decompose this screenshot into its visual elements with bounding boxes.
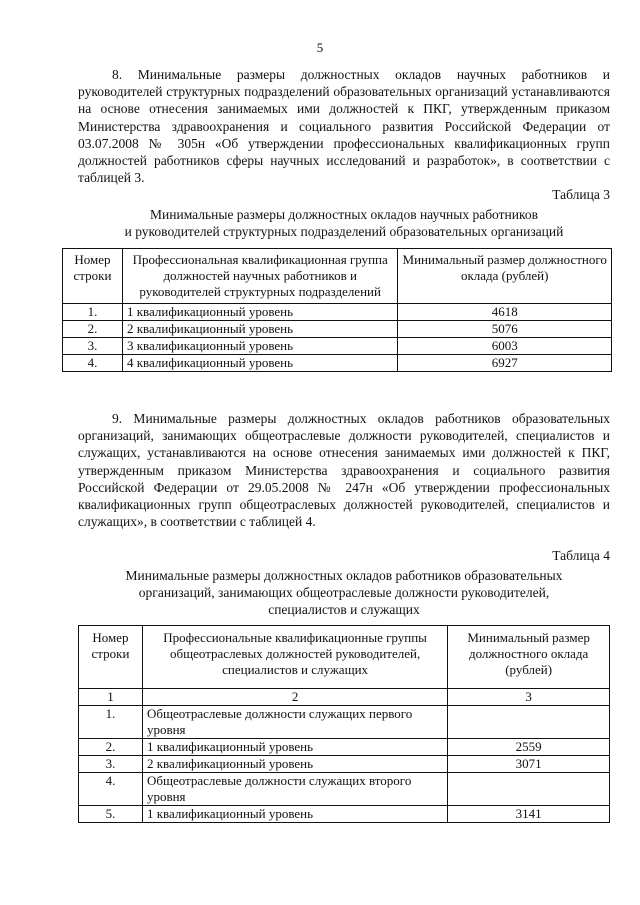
header-row-number: Номер строки [79, 626, 143, 689]
paragraph-9: 9. Минимальные размеры должностных окладов работников образовательных организаций, занимающих общеотраслевые должности руководителей, специалистов и служащих, устанавливаются на основе отнесения занимаемых ими должностей к ПКГ, утвержденным приказом Министерства здравоохранения и социального развития Российской Федерации от 29.05.2008 № 247н «Об утверждении профессиональных квалификационных групп общеотраслевых должностей руководителей, специалистов и служащих», в соответствии с таблицей 4. [78, 411, 610, 530]
header-group: Профессиональные квалификационные группы общеотраслевых должностей руководителей, специалистов и служащих [142, 626, 447, 689]
row-number: 1. [63, 304, 123, 321]
row-number: 4. [63, 355, 123, 372]
column-number-row [79, 689, 610, 706]
row-salary: 4618 [398, 304, 612, 321]
row-number: 3. [63, 338, 123, 355]
table-row [63, 338, 612, 355]
row-group: 1 квалификационный уровень [142, 739, 447, 756]
header-salary: Минимальный размер должностного оклада (рублей) [398, 249, 612, 304]
row-salary: 6003 [398, 338, 612, 355]
row-group: 2 квалификационный уровень [122, 321, 397, 338]
row-number: 2. [79, 739, 143, 756]
table-row [79, 739, 610, 756]
row-number: 1. [79, 706, 143, 739]
table-4-label: Таблица 4 [552, 548, 610, 563]
row-number: 4. [79, 773, 143, 806]
row-salary: 3071 [448, 756, 610, 773]
header-row-number: Номер строки [63, 249, 123, 304]
table-3-title-line: Минимальные размеры должностных окладов научных работников [150, 207, 538, 222]
table-4-title-line: специалистов и служащих [268, 602, 420, 618]
table-4-title-line: организаций, занимающих общеотраслевые должности руководителей, [138, 585, 550, 601]
table-header-row [63, 249, 612, 304]
row-salary: 6927 [398, 355, 612, 372]
row-group: 4 квалификационный уровень [122, 355, 397, 372]
column-number: 2 [142, 689, 447, 706]
column-number: 3 [448, 689, 610, 706]
table-3-title [78, 206, 610, 240]
row-group: 2 квалификационный уровень [142, 756, 447, 773]
page-number: 5 [316, 40, 324, 55]
table-row [79, 773, 610, 806]
row-salary [448, 773, 610, 806]
header-group: Профессиональная квалификационная группа должностей научных работников и руководителей структурных подразделений [122, 249, 397, 304]
table-header-row [79, 626, 610, 689]
row-number: 3. [79, 756, 143, 773]
row-group: 3 квалификационный уровень [122, 338, 397, 355]
column-number: 1 [79, 689, 143, 706]
table-3 [62, 248, 612, 372]
table-row [63, 304, 612, 321]
row-salary [448, 706, 610, 739]
table-3-title-line: и руководителей структурных подразделений образовательных организаций [124, 224, 564, 240]
row-group: Общеотраслевые должности служащих второго уровня [142, 773, 447, 806]
row-group: Общеотраслевые должности служащих первого уровня [142, 706, 447, 739]
row-salary: 3141 [448, 806, 610, 823]
table-row [79, 806, 610, 823]
table-row [63, 355, 612, 372]
table-4-title-line: Минимальные размеры должностных окладов работников образовательных [125, 568, 563, 583]
table-row [63, 321, 612, 338]
row-salary: 2559 [448, 739, 610, 756]
table-row [79, 756, 610, 773]
paragraph-8: 8. Минимальные размеры должностных окладов научных работников и руководителей структурных подразделений образовательных организаций устанавливаются на основе отнесения занимаемых ими должностей к ПКГ, утвержденным приказом Министерства здравоохранения и социального развития Российской Федерации от 03.07.2008 № 305н «Об утверждении профессиональных квалификационных групп должностей работников сферы научных исследований и разработок», в соответствии с таблицей 3. [78, 67, 610, 186]
table-4 [78, 625, 610, 823]
table-3-label: Таблица 3 [552, 187, 610, 202]
row-number: 2. [63, 321, 123, 338]
header-salary: Минимальный размер должностного оклада (рублей) [448, 626, 610, 689]
row-salary: 5076 [398, 321, 612, 338]
table-row [79, 706, 610, 739]
table-4-title [78, 567, 610, 619]
row-number: 5. [79, 806, 143, 823]
row-group: 1 квалификационный уровень [142, 806, 447, 823]
row-group: 1 квалификационный уровень [122, 304, 397, 321]
